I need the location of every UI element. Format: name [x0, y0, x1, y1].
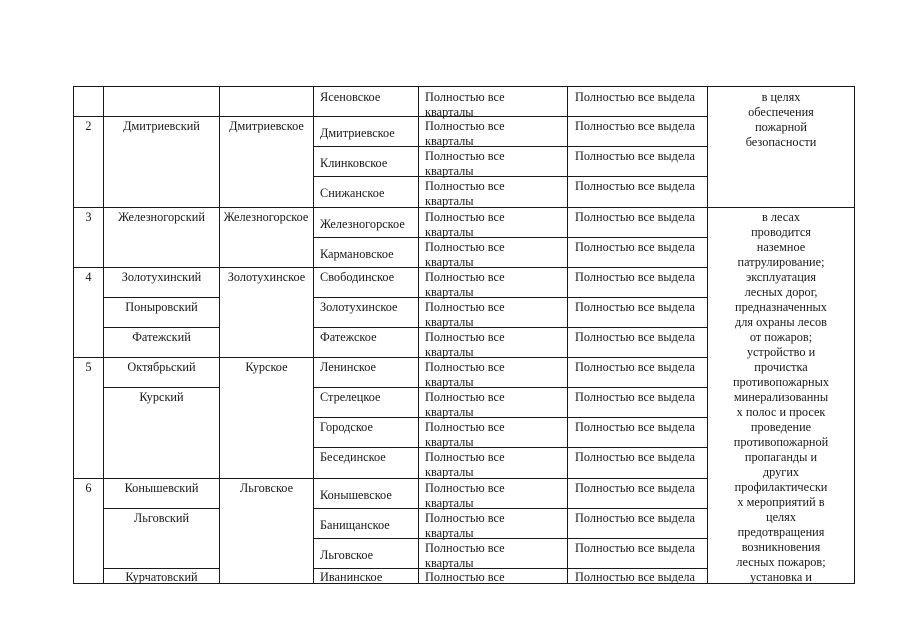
forestry-name: Фатежское — [320, 330, 377, 344]
forestry-office-name: Дмитриевское — [229, 119, 304, 133]
forestry-name: Банищанское — [320, 518, 390, 532]
note-line: патрулирование; — [737, 255, 825, 269]
forestry-name: Снижанское — [320, 186, 385, 200]
note-line: в целях — [761, 90, 801, 104]
allotments-cell: Полностью все выдела — [575, 179, 695, 193]
district-separator — [103, 387, 220, 388]
note-line: в лесах — [762, 210, 800, 224]
table-border-right — [854, 86, 855, 584]
district-name: Октябрьский — [127, 360, 196, 374]
table-border-top — [73, 86, 855, 87]
quarters-cell: Полностью все кварталы — [425, 210, 505, 239]
forestry-name: Конышевское — [320, 488, 392, 502]
note-line: предназначенных — [735, 300, 827, 314]
quarters-cell: Полностью все кварталы — [425, 240, 505, 269]
note-line: возникновения — [741, 540, 821, 554]
quarters-cell: Полностью все кварталы — [425, 450, 505, 479]
note-line: проведение — [750, 420, 812, 434]
district-name: Фатежский — [132, 330, 191, 344]
district-name: Железногорский — [118, 210, 205, 224]
note-line: противопожарных — [732, 375, 830, 389]
quarters-cell: Полностью все кварталы — [425, 90, 505, 119]
note-line: установка и — [749, 570, 813, 584]
row-separator — [73, 116, 708, 117]
allotments-cell: Полностью все выдела — [575, 360, 695, 374]
district-separator — [103, 327, 220, 328]
allotments-cell: Полностью все выдела — [575, 330, 695, 344]
allotments-cell: Полностью все выдела — [575, 240, 695, 254]
quarters-cell: Полностью все — [425, 570, 505, 584]
note-line: обеспечения — [748, 105, 814, 119]
quarters-cell: Полностью все кварталы — [425, 481, 505, 510]
allotments-cell: Полностью все выдела — [575, 570, 695, 584]
note-line: минерализованны — [733, 390, 829, 404]
forestry-name: Дмитриевское — [320, 126, 395, 140]
allotments-cell: Полностью все выдела — [575, 420, 695, 434]
row-number: 3 — [85, 210, 92, 224]
column-divider — [313, 86, 314, 584]
district-name: Поныровский — [125, 300, 198, 314]
quarters-cell: Полностью все кварталы — [425, 270, 505, 299]
forestry-name: Иванинское — [320, 570, 383, 584]
quarters-cell: Полностью все кварталы — [425, 149, 505, 178]
forestry-name: Городское — [320, 420, 373, 434]
quarters-cell: Полностью все кварталы — [425, 330, 505, 359]
forestry-name: Ленинское — [320, 360, 377, 374]
row-number: 4 — [85, 270, 92, 284]
note-line: прочистка — [754, 360, 808, 374]
note-line: лесных дорог, — [744, 285, 818, 299]
district-name: Курский — [139, 390, 184, 404]
note-fire-measures — [708, 210, 854, 585]
allotments-cell: Полностью все выдела — [575, 450, 695, 464]
note-line: противопожарной — [733, 435, 829, 449]
note-line: безопасности — [745, 135, 817, 149]
quarters-cell: Полностью все кварталы — [425, 420, 505, 449]
allotments-cell: Полностью все выдела — [575, 300, 695, 314]
forestry-name: Кармановское — [320, 247, 394, 261]
allotments-cell: Полностью все выдела — [575, 119, 695, 133]
quarters-cell: Полностью все кварталы — [425, 390, 505, 419]
note-line: устройство и — [746, 345, 816, 359]
district-separator — [103, 568, 220, 569]
forestry-name: Клинковское — [320, 156, 388, 170]
quarters-cell: Полностью все кварталы — [425, 360, 505, 389]
note-line: х мероприятий в — [737, 495, 825, 509]
note-line: наземное — [756, 240, 806, 254]
forestry-name: Льговское — [320, 548, 374, 562]
forestry-office-name: Льговское — [239, 481, 294, 495]
quarters-cell: Полностью все кварталы — [425, 511, 505, 540]
quarters-cell: Полностью все кварталы — [425, 179, 505, 208]
allotments-cell: Полностью все выдела — [575, 511, 695, 525]
allotments-cell: Полностью все выдела — [575, 149, 695, 163]
note-line: эксплуатация — [745, 270, 817, 284]
forestry-name: Стрелецкое — [320, 390, 381, 404]
quarters-cell: Полностью все кварталы — [425, 300, 505, 329]
note-line: лесных пожаров; — [736, 555, 826, 569]
forestry-office-name: Железногорское — [223, 210, 309, 224]
forestry-name: Свободинское — [320, 270, 395, 284]
note-line: других — [762, 465, 800, 479]
forestry-office-name: Золотухинское — [227, 270, 306, 284]
row-separator — [73, 478, 708, 479]
row-number: 5 — [85, 360, 92, 374]
district-separator — [103, 508, 220, 509]
quarters-cell: Полностью все кварталы — [425, 541, 505, 570]
note-line: проводится — [751, 225, 811, 239]
forestry-name: Бесединское — [320, 450, 386, 464]
row-number: 2 — [85, 119, 92, 133]
district-name: Конышевский — [124, 481, 199, 495]
note-line: пропаганды и — [744, 450, 818, 464]
district-name: Золотухинский — [121, 270, 202, 284]
note-fire-safety — [708, 90, 854, 150]
column-divider — [567, 86, 568, 584]
allotments-cell: Полностью все выдела — [575, 390, 695, 404]
note-line: от пожаров; — [749, 330, 813, 344]
note-line: для охраны лесов — [735, 315, 827, 329]
district-name: Курчатовский — [125, 570, 198, 584]
note-line: х полос и просек — [736, 405, 826, 419]
row-separator — [73, 357, 708, 358]
allotments-cell: Полностью все выдела — [575, 270, 695, 284]
note-line: целях — [766, 510, 796, 524]
column-divider — [219, 86, 220, 584]
column-divider — [418, 86, 419, 584]
forestry-name: Золотухинское — [320, 300, 398, 314]
note-line: профилактически — [734, 480, 828, 494]
allotments-cell: Полностью все выдела — [575, 210, 695, 224]
forestry-name: Ясеновское — [320, 90, 381, 104]
quarters-cell: Полностью все кварталы — [425, 119, 505, 148]
row-separator — [73, 267, 708, 268]
row-number: 6 — [85, 481, 92, 495]
allotments-cell: Полностью все выдела — [575, 541, 695, 555]
allotments-cell: Полностью все выдела — [575, 90, 695, 104]
note-line: пожарной — [755, 120, 807, 134]
forestry-name: Железногорское — [320, 217, 405, 231]
note-line: предотвращения — [737, 525, 825, 539]
allotments-cell: Полностью все выдела — [575, 481, 695, 495]
forestry-office-name: Курское — [245, 360, 288, 374]
table-border-left — [73, 86, 74, 584]
district-name: Льговский — [133, 511, 190, 525]
district-separator — [103, 297, 220, 298]
district-name: Дмитриевский — [123, 119, 200, 133]
